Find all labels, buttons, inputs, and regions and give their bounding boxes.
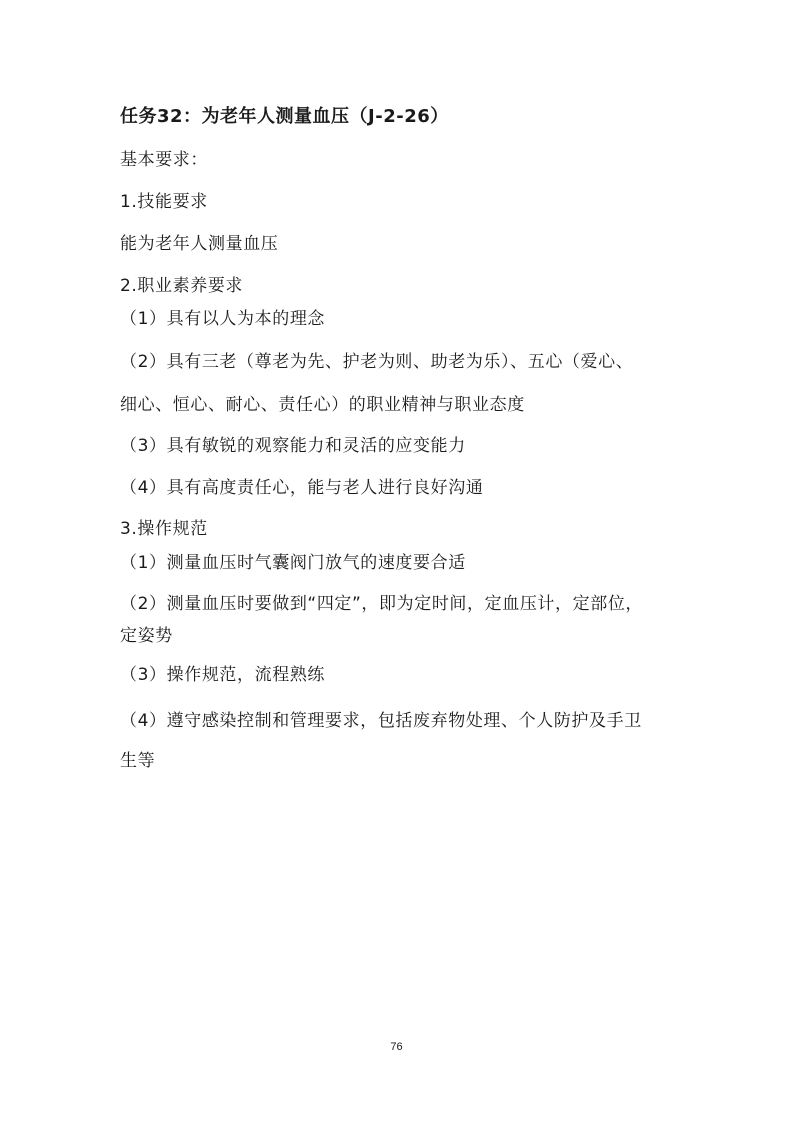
operation-item-continuation: 定姿势 — [120, 626, 173, 646]
operation-item: （2）测量血压时要做到“四定”，即为定时间，定血压计，定部位， — [120, 594, 644, 614]
literacy-item: （1）具有以人为本的理念 — [120, 309, 326, 329]
literacy-item: （3）具有敏锐的观察能力和灵活的应变能力 — [120, 436, 466, 456]
operation-item: （4）遵守感染控制和管理要求，包括废弃物处理、个人防护及手卫 — [120, 711, 642, 731]
operation-item: （1）测量血压时气囊阀门放气的速度要合适 — [120, 553, 466, 573]
skill-requirements-heading: 1.技能要求 — [120, 192, 208, 212]
page-title: 任务32：为老年人测量血压（J-2-26） — [120, 106, 449, 127]
operation-item: （3）操作规范，流程熟练 — [120, 665, 326, 685]
basic-requirements-heading: 基本要求： — [120, 150, 208, 170]
operation-item-continuation: 生等 — [120, 751, 156, 771]
professional-literacy-heading: 2.职业素养要求 — [120, 276, 244, 296]
literacy-item: （4）具有高度责任心，能与老人进行良好沟通 — [120, 478, 484, 498]
page-number: 76 — [390, 1041, 403, 1053]
operation-standards-heading: 3.操作规范 — [120, 519, 208, 539]
literacy-item-continuation: 细心、恒心、耐心、责任心）的职业精神与职业态度 — [120, 395, 525, 415]
skill-requirements-content: 能为老年人测量血压 — [120, 234, 279, 254]
literacy-item: （2）具有三老（尊老为先、护老为则、助老为乐）、五心（爱心、 — [120, 352, 634, 372]
